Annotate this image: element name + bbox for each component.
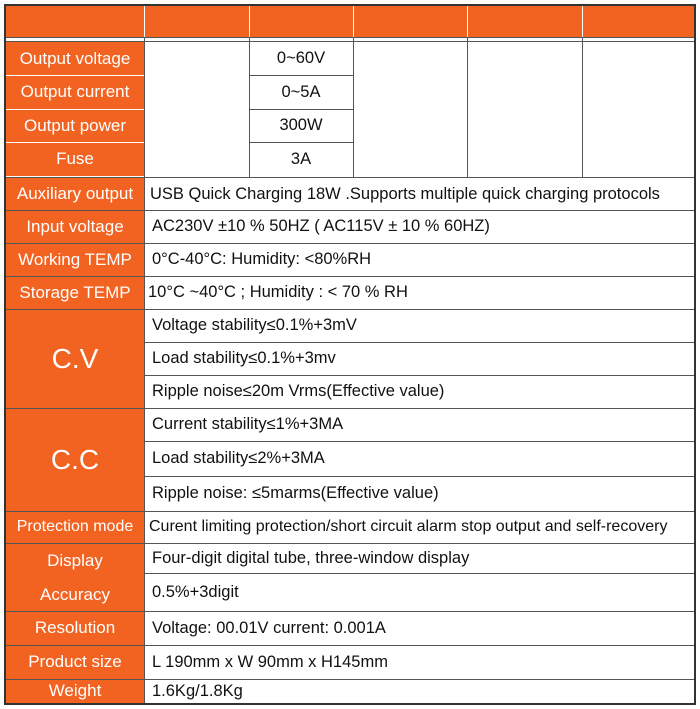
row-value: 0°C-40°C: Humidity: <80%RH bbox=[152, 250, 372, 268]
grid-line bbox=[249, 37, 250, 178]
grid-line bbox=[6, 37, 694, 38]
grid-line bbox=[467, 37, 468, 178]
grid-line bbox=[144, 37, 145, 703]
row-value: 10°C ~40°C ; Humidity : < 70 % RH bbox=[148, 283, 408, 301]
row-value: L 190mm x W 90mm x H145mm bbox=[152, 652, 388, 671]
row-label: Auxiliary output bbox=[6, 178, 144, 210]
row-label: Output current bbox=[6, 75, 144, 109]
row-label: Resolution bbox=[6, 611, 144, 645]
cv-label: C.V bbox=[6, 309, 144, 408]
cv-item: Load stability≤0.1%+3mv bbox=[152, 349, 336, 367]
cv-item: Voltage stability≤0.1%+3mV bbox=[152, 316, 357, 334]
grid-line bbox=[353, 37, 354, 178]
row-label: Weight bbox=[6, 679, 144, 703]
cc-label: C.C bbox=[6, 408, 144, 511]
row-label: Input voltage bbox=[6, 210, 144, 243]
header-bar bbox=[6, 6, 694, 37]
row-label: Fuse bbox=[6, 142, 144, 176]
row-value: 1.6Kg/1.8Kg bbox=[152, 681, 243, 700]
cv-item: Ripple noise≤20m Vrms(Effective value) bbox=[152, 382, 445, 400]
cc-item: Load stability≤2%+3MA bbox=[152, 449, 325, 467]
row-value: Four-digit digital tube, three-window display bbox=[152, 548, 470, 567]
row-value: 0~5A bbox=[281, 82, 321, 101]
row-value: USB Quick Charging 18W .Supports multiple quick charging protocols bbox=[150, 184, 660, 203]
row-value: AC230V ±10 % 50HZ ( AC115V ± 10 % 60HZ) bbox=[152, 217, 490, 235]
row-value: 0.5%+3digit bbox=[152, 582, 239, 601]
grid-line bbox=[582, 37, 583, 178]
row-label: Protection mode bbox=[6, 511, 144, 543]
row-label: Output power bbox=[6, 109, 144, 142]
cc-item: Ripple noise: ≤5marms(Effective value) bbox=[152, 484, 439, 502]
row-label: Product size bbox=[6, 645, 144, 679]
row-label: Output voltage bbox=[6, 42, 144, 75]
row-value: 300W bbox=[279, 116, 323, 134]
spec-table bbox=[4, 4, 696, 705]
row-value: 3A bbox=[290, 149, 312, 168]
row-label: Storage TEMP bbox=[6, 276, 144, 309]
row-value: 0~60V bbox=[276, 49, 326, 67]
row-label: Display bbox=[6, 543, 144, 578]
row-value: Voltage: 00.01V current: 0.001A bbox=[152, 618, 386, 637]
row-label: Working TEMP bbox=[6, 243, 144, 276]
row-label: Accuracy bbox=[6, 578, 144, 611]
grid-line bbox=[6, 41, 694, 42]
cc-item: Current stability≤1%+3MA bbox=[152, 415, 344, 433]
row-value: Curent limiting protection/short circuit alarm stop output and self-recovery bbox=[149, 518, 668, 535]
